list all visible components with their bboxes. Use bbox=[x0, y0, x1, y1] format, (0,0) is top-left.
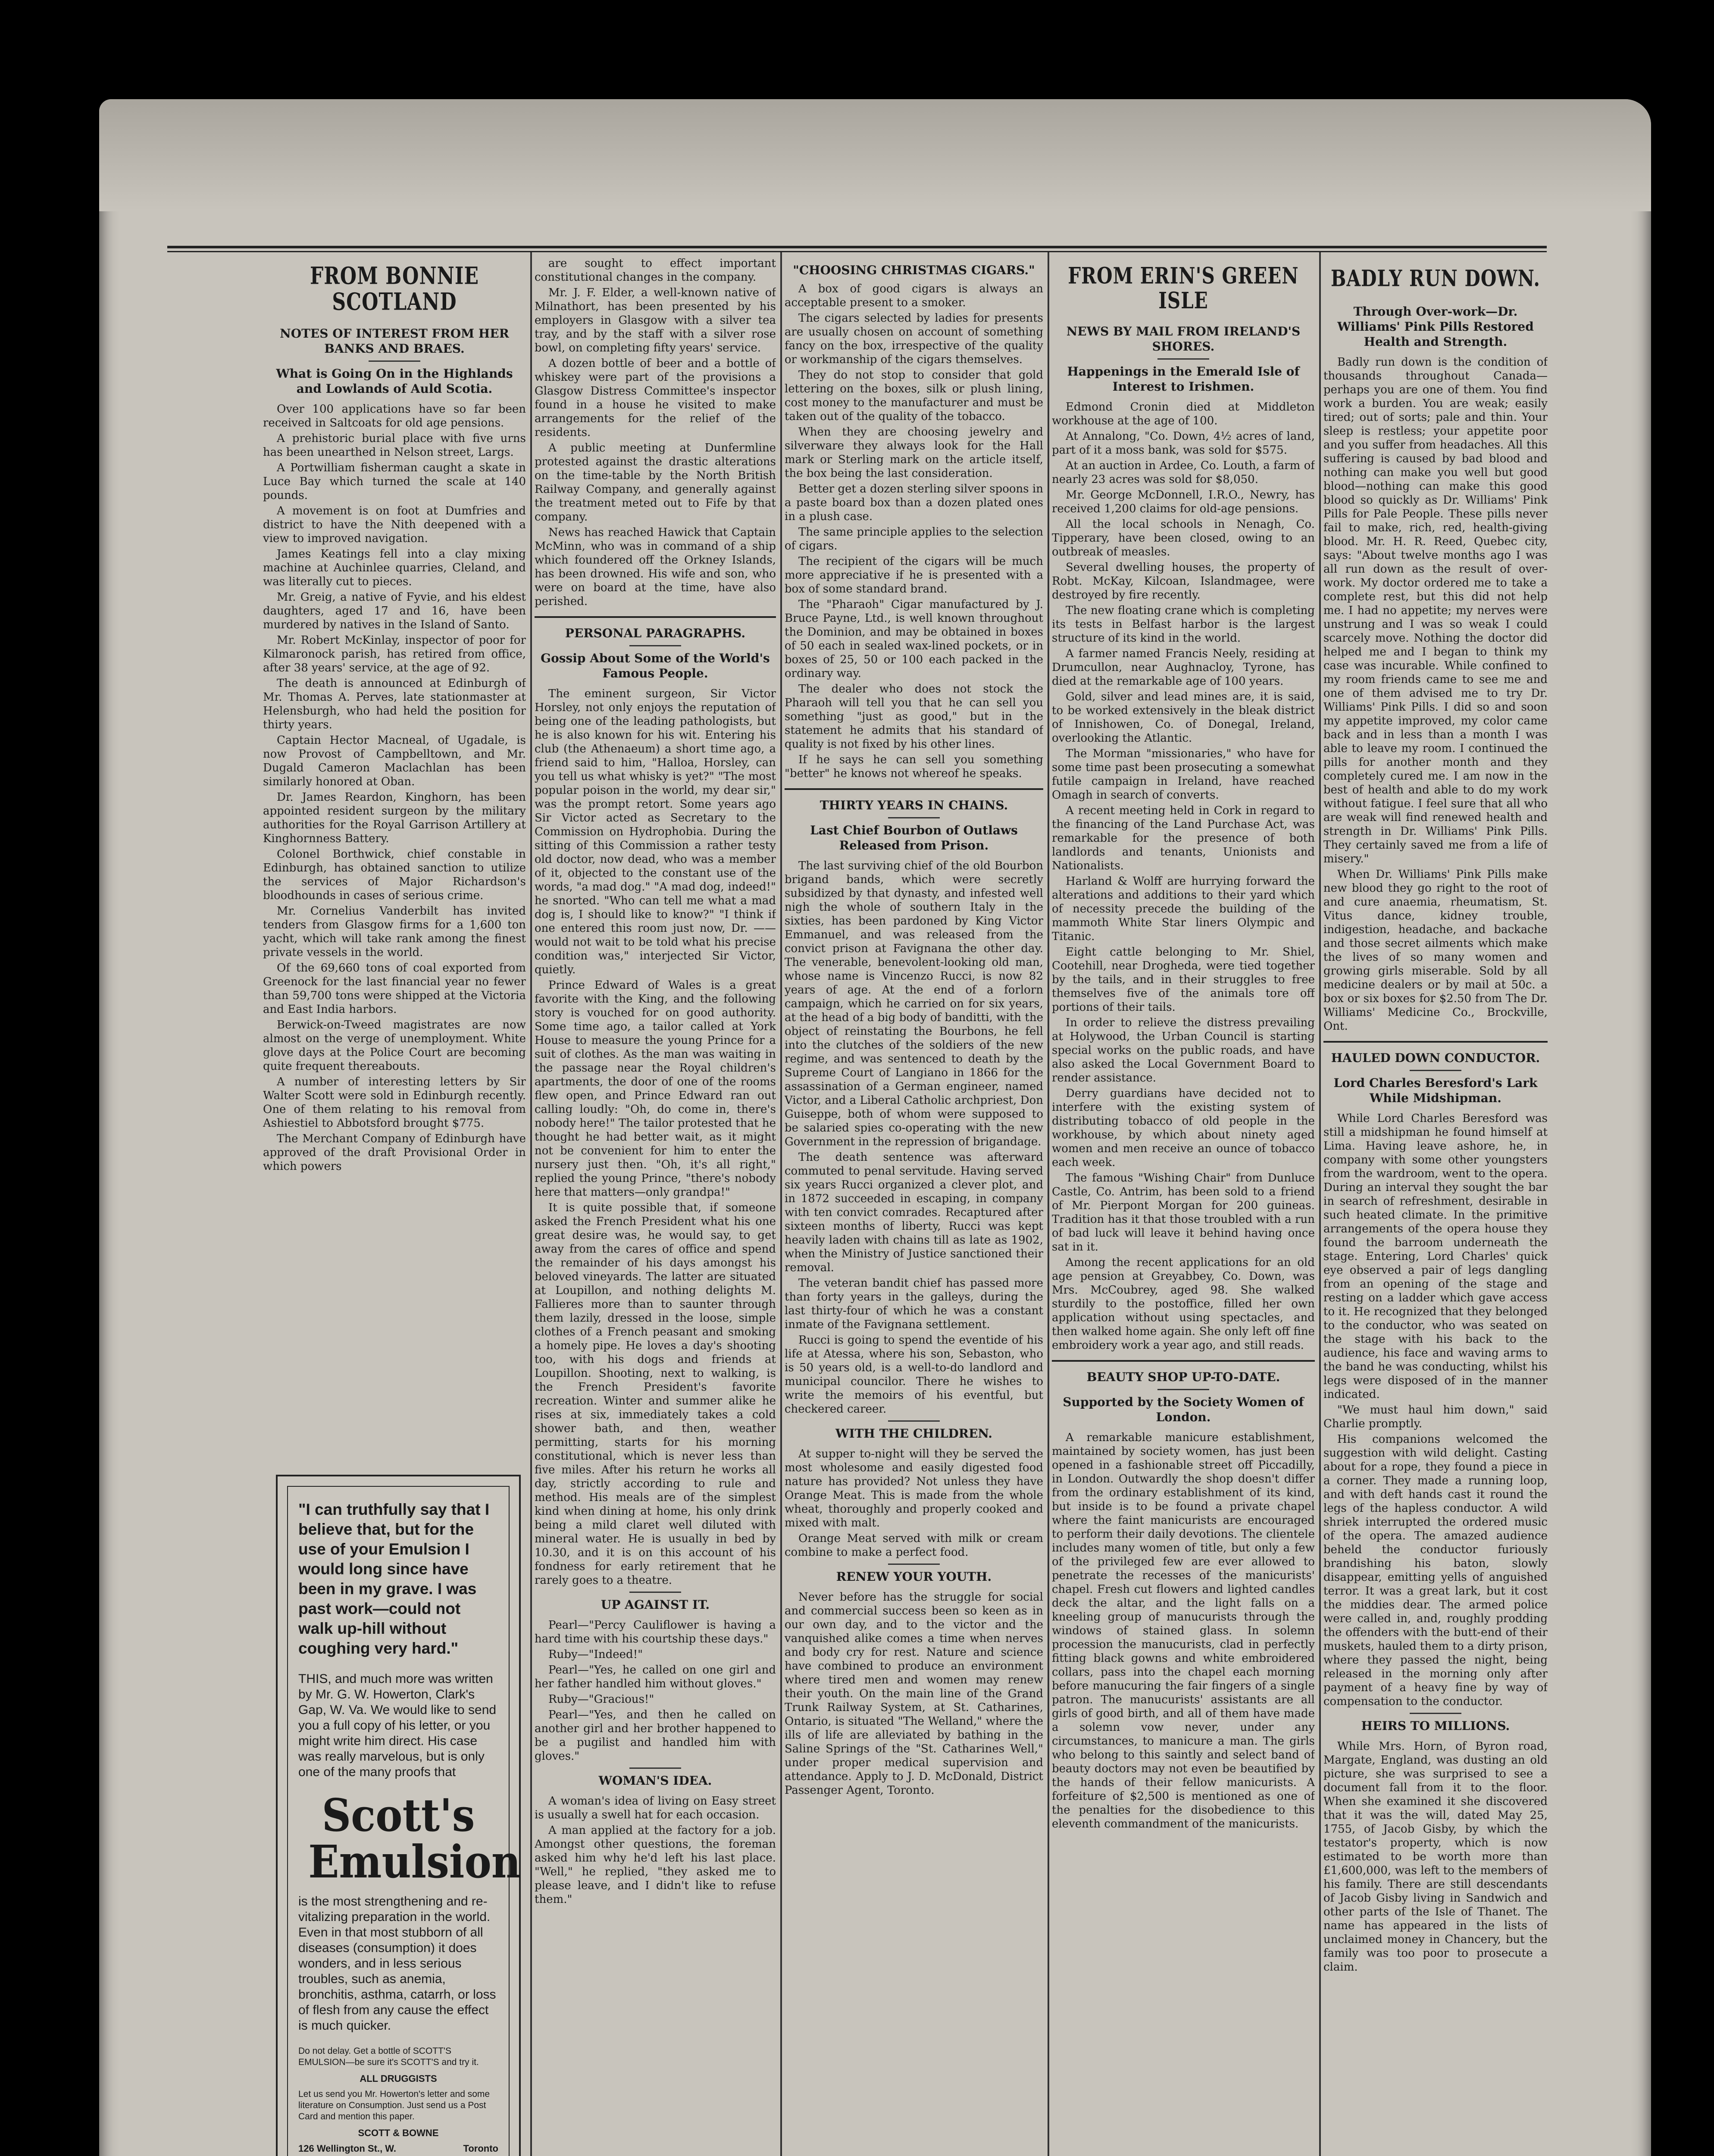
paragraph: At Annalong, "Co. Down, 4½ acres of land, part of it a moss bank, was sold for $575. bbox=[1052, 430, 1315, 457]
divider bbox=[785, 788, 1043, 790]
paragraph: The Morman "missionaries," who have for some time past been prosecuting a somewhat futile campaign in Ireland, have reached Omagh in search of converts. bbox=[1052, 747, 1315, 802]
paragraph: Mr. Greig, a native of Fyvie, and his eldest daughters, aged 17 and 16, have been murdered by natives in the Island of Santo. bbox=[263, 590, 526, 631]
paragraph: A box of good cigars is always an acceptable present to a smoker. bbox=[785, 282, 1043, 309]
ad-address-line bbox=[298, 2143, 498, 2154]
paragraph: A movement is on foot at Dumfries and district to have the Nith deepened with a view to improved navigation. bbox=[263, 504, 526, 545]
hauled-paragraphs bbox=[1323, 1112, 1548, 1708]
top-rule bbox=[167, 246, 1547, 248]
paragraph: Over 100 applications have so far been received in Saltcoats for old age pensions. bbox=[263, 402, 526, 429]
beauty-paragraphs bbox=[1052, 1431, 1315, 1831]
headline-youth: RENEW YOUR YOUTH. bbox=[836, 1570, 992, 1584]
paragraph: While Mrs. Horn, of Byron road, Margate, England, was dusting an old picture, she was surprised to see a document fall from it to the floor. When she examined it she discovered that it was the will, dated May 25, 1755, of Jacob Gisby, by which the testator's property, which is now estimated to be worth more than £1,600,000, was left to the members of his family. There are still descendants of Jacob Gisby living in Sandwich and other parts of the Isle of Thanet. The name has appeared in the lists of unclaimed money in Chancery, but the family was too poor to prosecute a claim. bbox=[1323, 1740, 1548, 1974]
paragraph: When Dr. Williams' Pink Pills make new blood they go right to the root of and cure anaemia, rheumatism, St. Vitus dance, kidney trouble, indigestion, headache, and backache and those secret ailments which make the lives of so many women and growing girls miserable. Sold by all medicine dealers or by mail at 50c. a box or six boxes for $2.50 from The Dr. Williams' Medicine Co., Brockville, Ont. bbox=[1323, 868, 1548, 1033]
divider bbox=[1410, 1070, 1461, 1071]
divider bbox=[888, 817, 940, 818]
headline-against: UP AGAINST IT. bbox=[601, 1598, 710, 1612]
column-personal bbox=[535, 257, 776, 2156]
headline-cigars: "CHOOSING CHRISTMAS CIGARS." bbox=[793, 263, 1035, 277]
heirs-paragraphs bbox=[1323, 1739, 1548, 1974]
ad-text-2: is the most strengthening and re-vitalizing preparation in the world. Even in that most stubborn of all diseases (consumption) it does wonders, and in less serious troubles, such as anemia, bronchitis, asthma, catarrh, or loss of flesh from any cause the effect is much quicker. bbox=[298, 1894, 496, 2033]
column-rule bbox=[1048, 252, 1049, 2156]
paragraph: Ruby—"Indeed!" bbox=[548, 1648, 643, 1661]
headline-personal: PERSONAL PARAGRAPHS. bbox=[565, 626, 746, 640]
paragraph: The eminent surgeon, Sir Victor Horsley, not only enjoys the reputation of being one of the leading pathologists, but he is also known for his wit. Entering his club (the Athenaeum) a short time ago, a friend said to him, "Halloa, Horsley, can you tell us what whisky is yet?" "The most popular poison in the world, my dear sir," was the prompt retort. Some years ago Sir Victor acted as Secretary to the Commission on Hydrophobia. During the sitting of this Commission a rather testy old doctor, now dead, who was a member of it, objected to the constant use of the words, "a mad dog." "A mad dog, indeed!" he snorted. "Who can tell me what a mad dog is, I should like to know?" "I think if one entered this room just now, Dr. —— would not wait to be told what his precise condition was," interjected Sir Victor, quietly. bbox=[535, 687, 776, 976]
ad-border bbox=[287, 1486, 521, 2156]
headline-beauty: BEAUTY SHOP UP-TO-DATE. bbox=[1086, 1370, 1280, 1385]
deck-erin: Happenings in the Emerald Isle of Interest to Irishmen. bbox=[1067, 364, 1300, 394]
headline-scotland: FROM BONNIE SCOTLAND bbox=[310, 262, 479, 316]
paragraph: Mr. Cornelius Vanderbilt has invited tenders from Glasgow firms for a 1,600 ton yacht, which will take rank among the finest private vessels in the world. bbox=[263, 904, 526, 959]
ad-small-1: Do not delay. Get a bottle of SCOTT'S EMULSION—be sure it's SCOTT'S and try it. bbox=[298, 2046, 479, 2067]
column-rule bbox=[780, 252, 782, 2156]
paragraph: Orange Meat served with milk or cream combine to make a perfect food. bbox=[785, 1532, 1043, 1559]
divider bbox=[629, 1592, 681, 1593]
paragraph: The "Pharaoh" Cigar manufactured by J. Bruce Payne, Ltd., is well known throughout the Dominion, and may be obtained in boxes of 50 each in sealed wax-lined pockets, or in boxes of 25, 50 or 100 each packed in the ordinary way. bbox=[785, 598, 1043, 680]
against-paragraphs bbox=[535, 1618, 776, 1763]
deck-beauty: Supported by the Society Women of London. bbox=[1063, 1395, 1304, 1425]
divider bbox=[629, 1767, 681, 1769]
paragraph: It is quite possible that, if someone asked the French President what his one great desire was, he would say, to get away from the cares of office and spend the remainder of his days amongst his beloved vineyards. The latter are situated at Loupillon, and nothing delights M. Fallieres more than to saunter through them lazily, dressed in the loose, simple clothes of a French peasant and smoking a homely pipe. He loves a day's shooting too, with his dogs and friends at Loupillon. Shooting, next to walking, is the French President's favorite recreation. Winter and summer alike he rises at six, immediately takes a cold shower bath, and then, weather permitting, starts for his morning constitutional, which is never less than five miles. After his return he works all day, strictly according to rule and method. His meals are of the simplest kind when dining at home, his only drink being a mild claret well diluted with mineral water. He is usually in bed by 10.30, and it is on this account of his fondness for early retirement that he rarely goes to a theatre. bbox=[535, 1201, 776, 1587]
paragraph: Berwick-on-Tweed magistrates are now almost on the verge of unemployment. White glove days at the Police Court are becoming quite frequent thereabouts. bbox=[263, 1018, 526, 1073]
paragraph: At an auction in Ardee, Co. Louth, a farm of nearly 23 acres was sold for $8,050. bbox=[1052, 459, 1315, 486]
scotland-paragraphs bbox=[263, 402, 526, 1173]
paragraph: The Merchant Company of Edinburgh have approved of the draft Provisional Order in which powers bbox=[263, 1132, 526, 1173]
paragraph: Harland & Wolff are hurrying forward the alterations and additions to their yard which of necessity precede the building of the mammoth White Star liners Olympic and Titanic. bbox=[1052, 875, 1315, 943]
paragraph: Mr. George McDonnell, I.R.O., Newry, has received 1,200 claims for old-age pensions. bbox=[1052, 489, 1315, 516]
divider bbox=[535, 616, 776, 618]
paragraph: Derry guardians have decided not to interfere with the existing system of distributing tobacco of old people in the workhouse, by which about ninety aged women and men receive an ounce of tobacco each week. bbox=[1052, 1087, 1315, 1169]
divider bbox=[1157, 1389, 1209, 1390]
personal-paragraphs bbox=[535, 687, 776, 1587]
paragraph: The famous "Wishing Chair" from Dunluce Castle, Co. Antrim, has been sold to a friend of Mr. Pierpont Morgan for 200 guineas. Tradition has it that those troubled with a run of bad luck will leave it behind having once sat in it. bbox=[1052, 1172, 1315, 1254]
paragraph: While Lord Charles Beresford was still a midshipman he found himself at Lima. Having leave ashore, he, in company with some other youngsters from the wardroom, went to the opera. During an interval they sought the bar in search of refreshment, desirable in such heated climate. In the primitive arrangements of the opera house they found the barroom underneath the stage. Entering, Lord Charles' quick eye observed a pair of legs dangling from an opening of the stage and resting on a ladder which gave access to it. He recognized that they belonged to the conductor, who was seated on the stage with his back to the audience, his face and waving arms to the band he was conducting, whilst his legs were disposed of in the manner indicated. bbox=[1323, 1112, 1548, 1401]
blank-margin bbox=[172, 1440, 267, 2156]
paragraph: Dr. James Reardon, Kinghorn, has been appointed resident surgeon by the military authorities for the Royal Garrison Artillery at Kinghornness Battery. bbox=[263, 790, 526, 845]
paragraph: News has reached Hawick that Captain McMinn, who was in command of a ship which foundered off the Orkney Islands, has been drowned. His wife and son, who were on board at the time, have also perished. bbox=[535, 526, 776, 608]
youth-paragraphs bbox=[785, 1590, 1043, 1797]
divider bbox=[1410, 1713, 1461, 1714]
ad-address: 126 Wellington St., W. bbox=[298, 2143, 396, 2154]
paragraph: A number of interesting letters by Sir Walter Scott were sold in Edinburgh recently. One of them relating to his removal from Ashiestiel to Abbotsford brought $775. bbox=[263, 1075, 526, 1130]
paragraph: At supper to-night will they be served the most wholesome and easily digested food nature has provided? Not unless they have Orange Meat. This is made from the whole wheat, thoroughly and properly cooked and mixed with malt. bbox=[785, 1448, 1043, 1529]
headline-idea: WOMAN'S IDEA. bbox=[598, 1774, 712, 1788]
paragraph: The last surviving chief of the old Bourbon brigand bands, which were secretly subsidized by that dynasty, and infested well nigh the whole of southern Italy in the sixties, has been pardoned by King Victor Emmanuel, and was released from the convict prison at Favignana the other day. The venerable, benevolent-looking old man, whose name is Vincenzo Rucci, is now 82 years of age. At the end of a forlorn campaign, which he carried on for six years, at the head of a big body of banditti, with the object of reinstating the Bourbons, he fell into the clutches of the soldiers of the new regime, and was sentenced to death by the Supreme Court of Langiano in 1866 for the assassination of a German engineer, named Victor, and a Liberal Catholic archpriest, Don Guiseppe, both of whom were supposed to be salaried spies co-operating with the new Government in the repression of brigandage. bbox=[785, 859, 1043, 1148]
headline-erin: FROM ERIN'S GREEN ISLE bbox=[1068, 262, 1299, 314]
column-erin bbox=[1052, 257, 1315, 2156]
column-rule bbox=[1319, 252, 1321, 2156]
paragraph: If he says he can sell you something "better" he knows not whereof he speaks. bbox=[785, 753, 1043, 780]
paragraph: "We must haul him down," said Charlie promptly. bbox=[1323, 1404, 1548, 1431]
paragraph: Pearl—"Yes, he called on one girl and her father handled him without gloves." bbox=[535, 1664, 776, 1690]
paragraph: Several dwelling houses, the property of Robt. McKay, Kilcoan, Islandmagee, were destroyed by fire recently. bbox=[1052, 561, 1315, 602]
column-run-down bbox=[1323, 257, 1548, 2156]
ad-city: Toronto bbox=[463, 2143, 498, 2154]
paragraph: Edmond Cronin died at Middleton workhouse at the age of 100. bbox=[1052, 401, 1315, 428]
ad-company: SCOTT & BOWNE bbox=[358, 2128, 439, 2138]
ad-quote: "I can truthfully say that I believe that, but for the use of your Emulsion I would long since have been in my grave. I was past work—could not walk up-hill without coughing very hard." bbox=[298, 1501, 490, 1657]
headline-chains: THIRTY YEARS IN CHAINS. bbox=[819, 798, 1008, 812]
paragraph: A man applied at the factory for a job. Amongst other questions, the foreman asked him why he'd left his last place. "Well," he replied, "they asked me to please leave, and I didn't like to refuse them." bbox=[535, 1824, 776, 1906]
paragraph: When they are choosing jewelry and silverware they always look for the Hall mark or Sterling mark on the article itself, the box being the last consideration. bbox=[785, 426, 1043, 480]
scotts-emulsion-ad bbox=[276, 1475, 521, 2156]
paragraph: The veteran bandit chief has passed more than forty years in the galleys, during the last thirty-four of which he was a constant inmate of the Favignana settlement. bbox=[785, 1277, 1043, 1331]
divider bbox=[1323, 1041, 1548, 1043]
deck-chains: Last Chief Bourbon of Outlaws Released from Prison. bbox=[810, 823, 1018, 852]
paragraph: They do not stop to consider that gold lettering on the boxes, silk or plush lining, cost money to the manufacturer and must be taken out of the quality of the tobacco. bbox=[785, 369, 1043, 423]
children-paragraphs bbox=[785, 1447, 1043, 1559]
subhead-erin: NEWS BY MAIL FROM IRELAND'S SHORES. bbox=[1066, 324, 1301, 354]
divider bbox=[629, 645, 681, 646]
paragraph: A prehistoric burial place with five urns has been unearthed in Nelson street, Largs. bbox=[263, 432, 526, 459]
deck-personal: Gossip About Some of the World's Famous People. bbox=[541, 651, 770, 680]
paragraph: Ruby—"Gracious!" bbox=[548, 1693, 654, 1706]
paragraph: The dealer who does not stock the Pharaoh will tell you that he can sell you something "just as good," but in the statement he admits that his standard of quality is not fixed by his other lines. bbox=[785, 683, 1043, 751]
paragraph: Mr. Robert McKinlay, inspector of poor for Kilmaronock parish, has retired from office, after 38 years' service, at the age of 92. bbox=[263, 633, 526, 674]
paragraph: Better get a dozen sterling silver spoons in a paste board box than a dozen plated ones in a plush case. bbox=[785, 483, 1043, 523]
ad-brand: Scott's Emulsion bbox=[308, 1789, 521, 1888]
paragraph: The death sentence was afterward commuted to penal servitude. Having served six years Rucci organized a clever plot, and in 1872 succeeded in escaping, in company with ten convict comrades. Recaptured after sixteen months of liberty, Rucci was kept heavily laden with chains till as late as 1902, when the Ministry of Justice sanctioned their removal. bbox=[785, 1151, 1043, 1274]
paragraph: James Keatings fell into a clay mixing machine at Auchinlee quarries, Cleland, and was literally cut to pieces. bbox=[263, 547, 526, 588]
headline-hauled: HAULED DOWN CONDUCTOR. bbox=[1331, 1051, 1540, 1065]
paragraph: A farmer named Francis Neely, residing at Drumcullon, near Aughnacloy, Tyrone, has died at the remarkable age of 100 years. bbox=[1052, 647, 1315, 688]
headline-heirs: HEIRS TO MILLIONS. bbox=[1361, 1719, 1510, 1733]
divider bbox=[888, 1420, 940, 1422]
divider bbox=[888, 1564, 940, 1565]
ad-text: THIS, and much more was written by Mr. G. W. Howerton, Clark's Gap, W. Va. We would like to send you a full copy of his letter, or you might write him direct. His case was really marvelous, but is only one of the many proofs that bbox=[298, 1672, 497, 1779]
paragraph: The new floating crane which is completing its tests in Belfast harbor is the largest structure of its kind in the world. bbox=[1052, 604, 1315, 645]
headline-children: WITH THE CHILDREN. bbox=[835, 1426, 992, 1441]
deck-hauled: Lord Charles Beresford's Lark While Midshipman. bbox=[1333, 1076, 1538, 1106]
chains-paragraphs bbox=[785, 859, 1043, 1416]
paragraph: Gold, silver and lead mines are, it is said, to be worked extensively in the bleak district of Innishowen, Co. of Donegal, Ireland, overlooking the Atlantic. bbox=[1052, 690, 1315, 745]
top-rule-thin bbox=[167, 251, 1547, 252]
paragraph: The cigars selected by ladies for presents are usually chosen on account of something fancy on the box, irrespective of the quality or workmanship of the cigars themselves. bbox=[785, 312, 1043, 366]
ad-druggists: ALL DRUGGISTS bbox=[360, 2073, 437, 2084]
paragraph: In order to relieve the distress prevailing at Holywood, the Urban Council is starting special works on the public roads, and have also asked the Local Government Board to render assistance. bbox=[1052, 1016, 1315, 1085]
idea-paragraphs bbox=[535, 1794, 776, 1906]
paragraph: Badly run down is the condition of thousands throughout Canada—perhaps you are one of them. You find work a burden. You are weak; easily tired; out of sorts; pale and thin. Your sleep is restless; your appetite poor and you suffer from headaches. All this suffering is caused by bad blood and nothing can make you well but good blood—nothing can make this good blood so quickly as Dr. Williams' Pink Pills for Pale People. These pills never fail to make, rich, red, health-giving blood. Mr. H. R. Reed, Quebec city, says: "About twelve months ago I was all run down as the result of over-work. My doctor ordered me to take a complete rest, but this did not help me. I had no appetite; my nerves were unstrung and I was so weak I could scarcely move. Nothing the doctor did helped me and I began to think my case was incurable. While confined to my room friends came to see me and one of them advised me to try Dr. Williams' Pink Pills. I did so and soon my appetite improved, my color came back and in less than a month I was able to leave my room. I continued the pills for another month and they completely cured me. I am now in the best of health and able to do my work without fatigue. I feel sure that all who are weak will find renewed health and strength in Dr. Williams' Pink Pills. They certainly saved me from a life of misery." bbox=[1323, 356, 1548, 866]
column-scotland bbox=[172, 257, 526, 1438]
paragraph: Pearl—"Yes, and then he called on another girl and her brother happened to be a pugilist and handled him with gloves." bbox=[535, 1708, 776, 1763]
paragraph: are sought to effect important constitutional changes in the company. bbox=[535, 257, 776, 284]
headline-run-down: BADLY RUN DOWN. bbox=[1330, 265, 1540, 291]
paragraph: A Portwilliam fisherman caught a skate in Luce Bay which turned the scale at 140 pounds. bbox=[263, 461, 526, 502]
paragraph: A public meeting at Dunfermline protested against the drastic alterations on the time-table by the North British Railway Company, and generally against the treatment meted out to Fife by that company. bbox=[535, 442, 776, 523]
run-down-paragraphs bbox=[1323, 355, 1548, 1033]
paragraph: Among the recent applications for an old age pension at Greyabbey, Co. Down, was Mrs. McCoubrey, aged 98. She walked sturdily to the postoffice, filled her own application without using spectacles, and then walked home again. She only left off fine embroidery work a year ago, and still reads. bbox=[1052, 1256, 1315, 1352]
paragraph: Rucci is going to spend the eventide of his life at Atessa, where his son, Sebaston, who is 50 years old, is a well-to-do landlord and municipal councilor. There he wishes to write the memoirs of his eventful, but checkered career. bbox=[785, 1334, 1043, 1416]
paragraph: Never before has the struggle for social and commercial success been so keen as in our own day, and to the victor and the vanquished alike comes a time when nerves and body cry for rest. Nature and science have combined to produce an environment where tired men and women may renew their youth. On the main line of the Grand Trunk Railway System, at St. Catharines, Ontario, is situated "The Welland," where the ills of life are alleviated by bathing in the Saline Springs of the "St. Catharines Well," under proper medical supervision and attendance. Apply to J. D. McDonald, District Passenger Agent, Toronto. bbox=[785, 1591, 1043, 1797]
paragraph: A dozen bottle of beer and a bottle of whiskey were part of the provisions a Glasgow Distress Committee's inspector found in a house he visited to make arrangements for the relief of the residents. bbox=[535, 357, 776, 439]
paragraph: A recent meeting held in Cork in regard to the financing of the Land Purchase Act, was remarkable for the presence of both landlords and tenants, Unionists and Nationalists. bbox=[1052, 804, 1315, 873]
deck-scotland: What is Going On in the Highlands and Lowlands of Auld Scotia. bbox=[276, 366, 513, 396]
paragraph: His companions welcomed the suggestion with wild delight. Casting about for a rope, they found a piece in a corner. They made a running loop, and with deft hands cast it round the legs of the hapless conductor. A wild shriek interrupted the ordered music of the opera. The amazed audience beheld the conductor furiously brandishing his baton, slowly disappear, emitting yells of anguished terror. It was a great lark, but it cost the middies dear. The armed police were called in, and, roughly prodding the offenders with the butt-end of their muskets, hauled them to a dirty prison, where they passed the night, being released in the morning only after payment of a heavy fine by way of compensation to the conductor. bbox=[1323, 1433, 1548, 1708]
paragraph: Mr. J. F. Elder, a well-known native of Milnathort, has been presented by his employers in Glasgow with a silver tea tray, and by the staff with a silver rose bowl, on completing fifty years' service. bbox=[535, 286, 776, 354]
scotland-continued bbox=[535, 257, 776, 608]
cigars-paragraphs bbox=[785, 282, 1043, 780]
paragraph: Prince Edward of Wales is a great favorite with the King, and the following story is vouched for on good authority. Some time ago, a tailor called at York House to measure the young Prince for a suit of clothes. As the man was waiting in the passage near the Royal children's apartments, the door of one of the rooms flew open, and Prince Edward ran out calling loudly: "Oh, do come in, there's nobody here!" The tailor protested that he thought he had better wait, as it might not be convenient for him to enter the nursery just then. "Oh, it's all right," replied the young Prince, "there's nobody here that matters—only grandpa!" bbox=[535, 979, 776, 1199]
column-cigars bbox=[785, 257, 1043, 2156]
paragraph: A remarkable manicure establishment, maintained by society women, has just been opened in a fashionable street off Piccadilly, in London. Outwardly the shop doesn't differ from the ordinary establishment of its kind, but inside is to be found a private chapel where the faint manicurists are encouraged to perform their daily devotions. The clientele includes many women of title, but only a few of the privileged few are ever allowed to penetrate the recesses of the manicurists' chapel. Fresh cut flowers and lighted candles deck the altar, and the light falls on a kneeling group of manucurists through the windows of stained glass. In solemn procession the manucurists, clad in perfectly fitting black gowns and white embroidered collars, pass into the chapel each morning before manucuring the fair fingers of a single patron. The manucurists' assistants are all girls of good birth, and all of them have made a solemn vow never, under any circumstances, to manicure a man. The girls who belong to this saintly and select band of beauty doctors may not even be beautified by the hands of their fellow manicurists. A forfeiture of $2,500 is mentioned as one of the penalties for the disobedience to this eleventh commandment of the manicurists. bbox=[1052, 1431, 1315, 1831]
paragraph: The death is announced at Edinburgh of Mr. Thomas A. Perves, late stationmaster at Helensburgh, who had held the position for thirty years. bbox=[263, 677, 526, 731]
paragraph: The same principle applies to the selection of cigars. bbox=[785, 526, 1043, 552]
paragraph: The recipient of the cigars will be much more appreciative if he is presented with a box of some standard brand. bbox=[785, 555, 1043, 595]
paragraph: Eight cattle belonging to Mr. Shiel, Cootehill, near Drogheda, were tied together by the tails, and in their struggles to free themselves five of the animals tore off portions of their tails. bbox=[1052, 946, 1315, 1014]
deck-run-down: Through Over-work—Dr. Williams' Pink Pills Restored Health and Strength. bbox=[1337, 304, 1534, 349]
ad-small-2: Let us send you Mr. Howerton's letter and some literature on Consumption. Just send us a Post Card and mention this paper. bbox=[298, 2089, 490, 2122]
divider bbox=[1052, 1360, 1315, 1362]
divider bbox=[1157, 358, 1209, 360]
erin-paragraphs bbox=[1052, 400, 1315, 1352]
paragraph: Captain Hector Macneal, of Ugadale, is now Provost of Campbelltown, and Mr. Dugald Cameron Maclachlan has been similarly honored at Oban. bbox=[263, 733, 526, 788]
paragraph: Colonel Borthwick, chief constable in Edinburgh, has obtained sanction to utilize the services of Major Richardson's bloodhounds in cases of serious crime. bbox=[263, 847, 526, 902]
paragraph: Of the 69,660 tons of coal exported from Greenock for the last financial year no fewer than 59,700 tons were shipped at the Victoria and East India harbors. bbox=[263, 961, 526, 1016]
paragraph: A woman's idea of living on Easy street is usually a swell hat for each occasion. bbox=[535, 1795, 776, 1821]
column-rule bbox=[530, 252, 532, 2156]
subhead-scotland: NOTES OF INTEREST FROM HER BANKS AND BRAES. bbox=[280, 326, 509, 356]
paragraph: Pearl—"Percy Cauliflower is having a hard time with his courtship these days." bbox=[535, 1619, 776, 1645]
paragraph: All the local schools in Nenagh, Co. Tipperary, have been closed, owing to an outbreak of measles. bbox=[1052, 518, 1315, 559]
divider bbox=[369, 360, 420, 362]
